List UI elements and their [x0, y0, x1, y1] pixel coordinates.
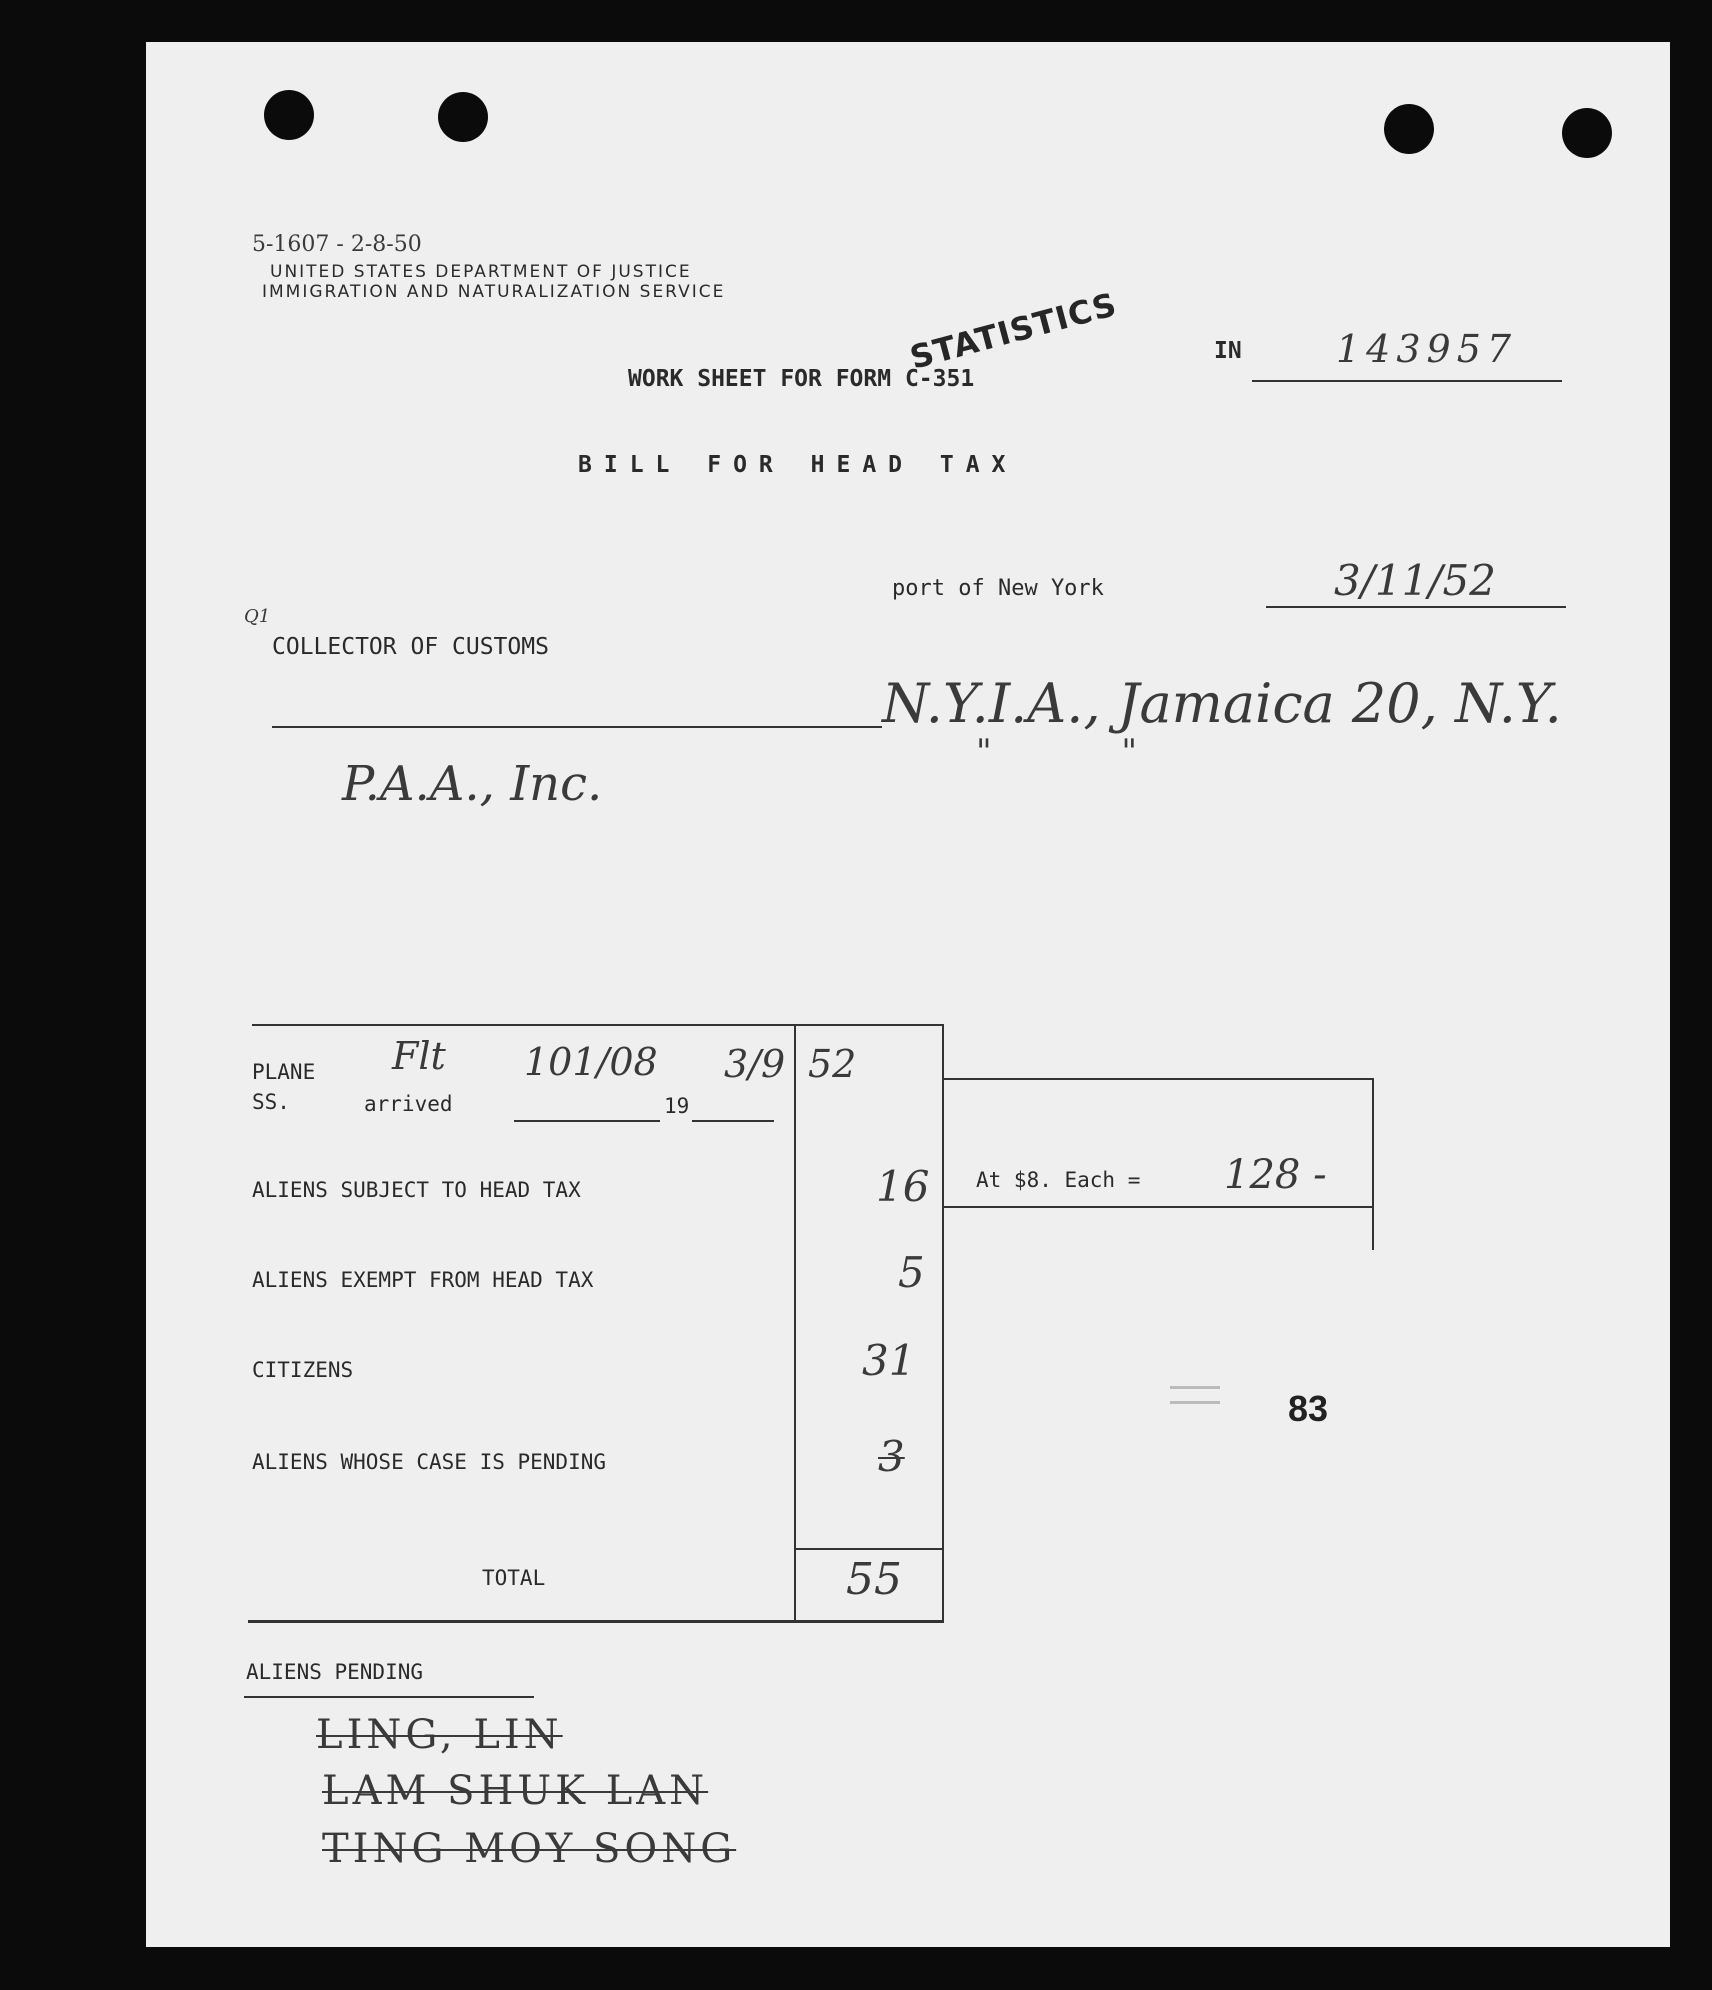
year-underline [692, 1120, 774, 1122]
year-prefix: 19 [664, 1094, 690, 1118]
citizens-label: CITIZENS [252, 1358, 354, 1382]
form-reference: 5-1607 - 2-8-50 [252, 232, 422, 257]
collector-underline [272, 726, 882, 728]
arrival-year: 52 [808, 1042, 857, 1086]
aliens-subject-value: 16 [876, 1162, 930, 1211]
pending-name-1: LING, LIN [316, 1712, 563, 1758]
rate-box-top [944, 1078, 1374, 1080]
total-label: TOTAL [482, 1566, 546, 1590]
ditto-marks: " " [976, 732, 1137, 772]
collector-label: COLLECTOR OF CUSTOMS [272, 634, 549, 660]
total-value: 55 [846, 1554, 902, 1605]
arrived-date: 3/9 [724, 1042, 786, 1086]
plane-label: PLANE [252, 1060, 316, 1084]
worksheet-title: WORK SHEET FOR FORM C-351 [628, 366, 975, 392]
aliens-pending-case-label: ALIENS WHOSE CASE IS PENDING [252, 1450, 607, 1474]
side-number-marks [1170, 1386, 1220, 1404]
rate-amount: 128 - [1224, 1152, 1327, 1198]
rate-label: At $8. Each = [976, 1168, 1141, 1192]
service-name: IMMIGRATION AND NATURALIZATION SERVICE [262, 282, 726, 302]
pending-name-2: LAM SHUK LAN [322, 1768, 709, 1814]
aliens-pending-case-value: 3 [878, 1432, 905, 1481]
department-name: UNITED STATES DEPARTMENT OF JUSTICE [270, 262, 692, 282]
aliens-exempt-label: ALIENS EXEMPT FROM HEAD TAX [252, 1268, 594, 1292]
aliens-subject-label: ALIENS SUBJECT TO HEAD TAX [252, 1178, 581, 1202]
punch-hole-right-1 [1384, 104, 1434, 154]
flight-handwritten: Flt [392, 1034, 446, 1078]
pending-name-3: TING MOY SONG [322, 1826, 737, 1872]
flight-number: 101/08 [524, 1040, 658, 1084]
bill-date: 3/11/52 [1334, 556, 1496, 605]
citizens-value: 31 [862, 1336, 916, 1385]
arrived-underline [514, 1120, 660, 1122]
table-right-border [942, 1024, 944, 1622]
statistics-stamp: STATISTICS [906, 285, 1121, 377]
company-name: P.A.A., Inc. [342, 756, 603, 812]
to-prefix: Q1 [244, 606, 271, 627]
punch-hole-right-2 [1562, 108, 1612, 158]
table-top-border [252, 1024, 942, 1026]
pending-heading-underline [244, 1696, 534, 1698]
arrived-label: arrived [364, 1092, 453, 1116]
table-total-separator [796, 1548, 942, 1550]
punch-hole-left-1 [264, 90, 314, 140]
document-page [146, 42, 1670, 1947]
table-column-divider [794, 1024, 796, 1622]
in-number: 143957 [1336, 327, 1518, 371]
bill-title: BILL FOR HEAD TAX [578, 452, 1018, 478]
in-label: IN [1214, 338, 1242, 364]
rate-box-bottom [944, 1206, 1374, 1208]
table-bottom-border [248, 1620, 944, 1623]
date-underline [1266, 606, 1566, 608]
in-number-underline [1252, 380, 1562, 382]
port-name: port of New York [892, 576, 1104, 601]
rate-box-right [1372, 1078, 1374, 1250]
aliens-exempt-value: 5 [898, 1248, 925, 1297]
side-number: 83 [1288, 1388, 1329, 1429]
ss-label: SS. [252, 1090, 290, 1114]
punch-hole-left-2 [438, 92, 488, 142]
aliens-pending-heading: ALIENS PENDING [246, 1660, 424, 1684]
airport-address: N.Y.I.A., Jamaica 20, N.Y. [882, 672, 1562, 735]
